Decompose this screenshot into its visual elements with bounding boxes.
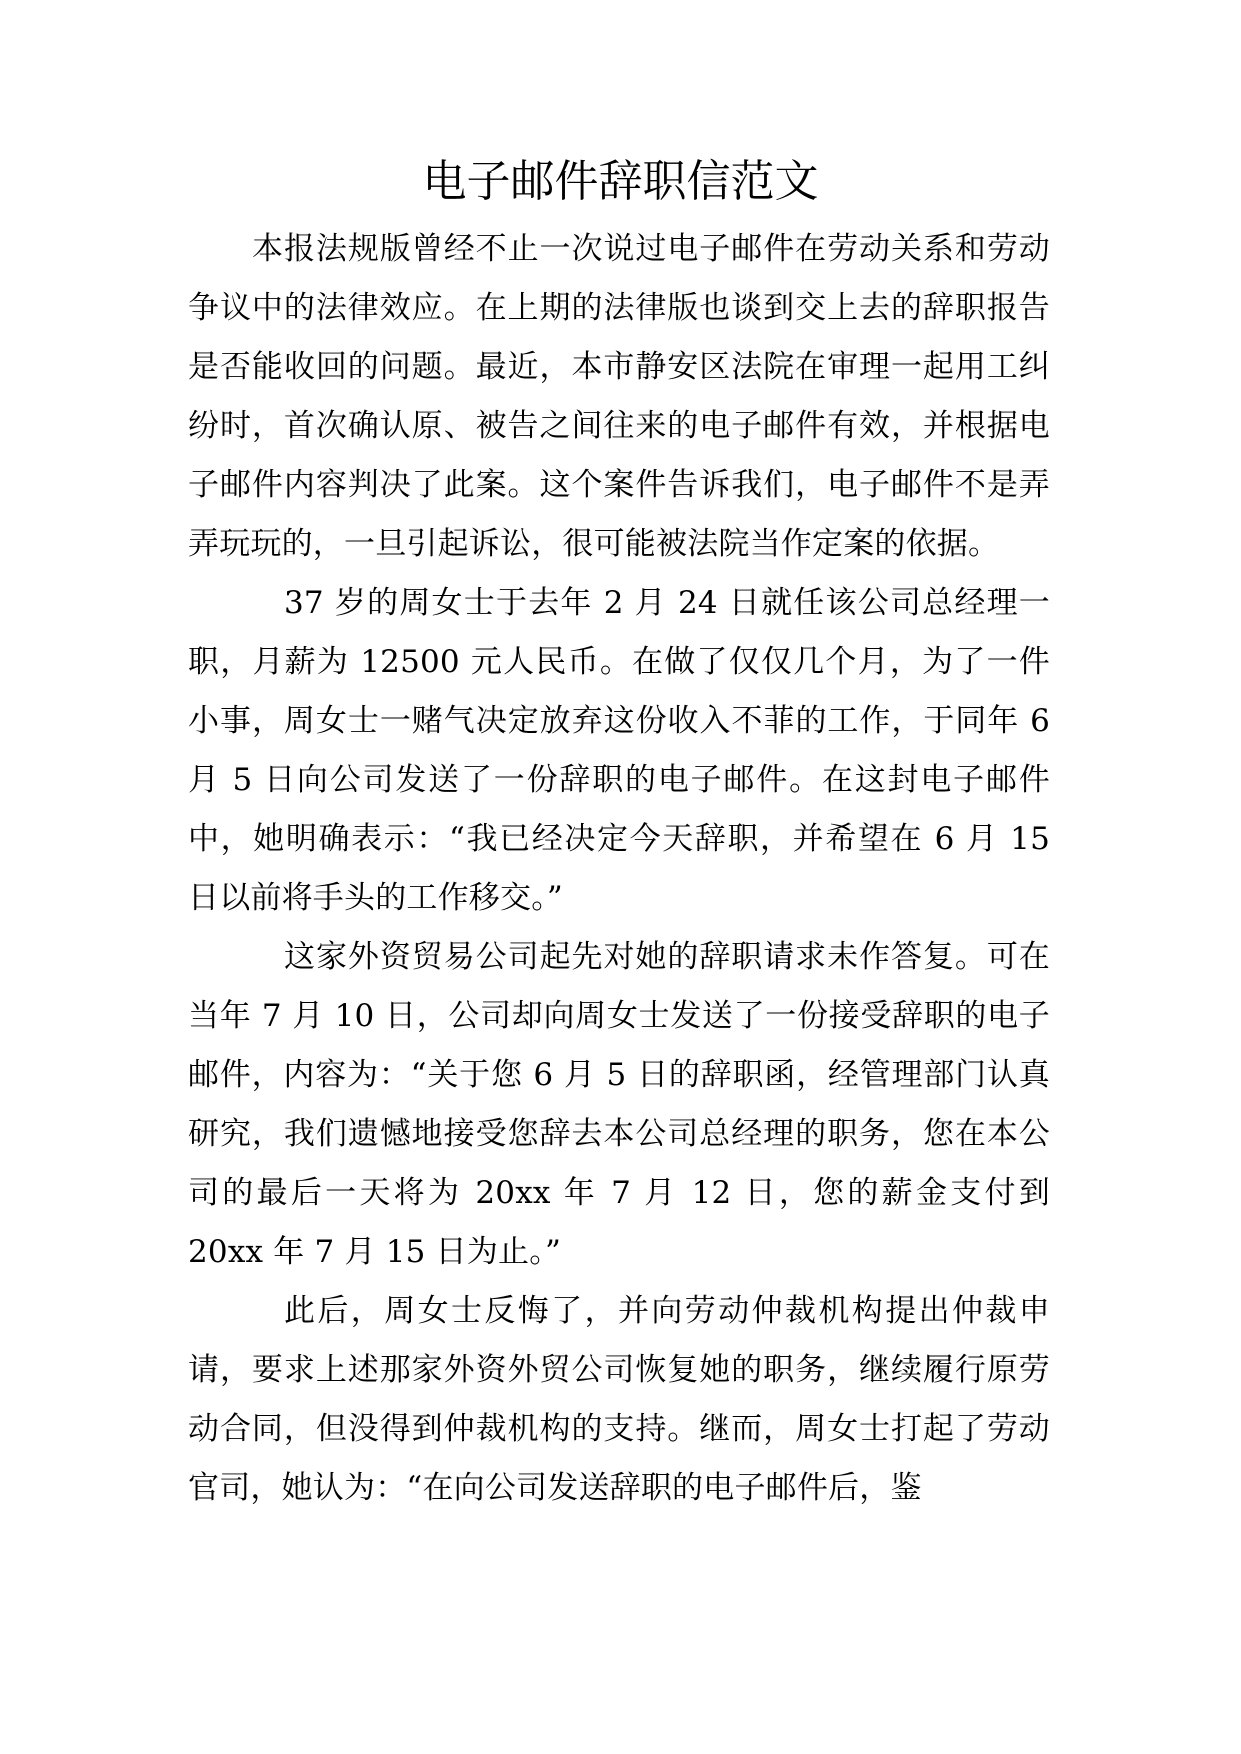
paragraph-3: 这家外资贸易公司起先对她的辞职请求未作答复。可在当年 7 月 10 日，公司却向周女士发送了一份接受辞职的电子邮件，内容为：“关于您 6 月 5 日的辞职函，经管理部门认真研究，我们遗憾地接受您辞去本公司总经理的职务，您在本公司的最后一天将为 20xx 年 7 月 12 日，您的薪金支付到 20xx 年 7 月 15 日为止。” xyxy=(188,939,1050,1270)
paragraph-2: 37 岁的周女士于去年 2 月 24 日就任该公司总经理一职，月薪为 12500 元人民币。在做了仅仅几个月，为了一件小事，周女士一赌气决定放弃这份收入不菲的工作，于同年 6 月 5 日向公司发送了一份辞职的电子邮件。在这封电子邮件中，她明确表示：“我已经决定今天辞职，并希望在 6 月 15 日以前将手头的工作移交。” xyxy=(188,585,1050,916)
document-title: 电子邮件辞职信范文 xyxy=(422,156,819,207)
paragraph-4: 此后，周女士反悔了，并向劳动仲裁机构提出仲裁申请，要求上述那家外资外贸公司恢复她的职务，继续履行原劳动合同，但没得到仲裁机构的支持。继而，周女士打起了劳动官司，她认为：“在向公司发送辞职的电子邮件后，鉴 xyxy=(188,1293,1050,1506)
document-body xyxy=(188,220,1050,1518)
paragraph-1: 本报法规版曾经不止一次说过电子邮件在劳动关系和劳动争议中的法律效应。在上期的法律版也谈到交上去的辞职报告是否能收回的问题。最近，本市静安区法院在审理一起用工纠纷时，首次确认原、被告之间往来的电子邮件有效，并根据电子邮件内容判决了此案。这个案件告诉我们，电子邮件不是弄弄玩玩的，一旦引起诉讼，很可能被法院当作定案的依据。 xyxy=(188,231,1050,562)
